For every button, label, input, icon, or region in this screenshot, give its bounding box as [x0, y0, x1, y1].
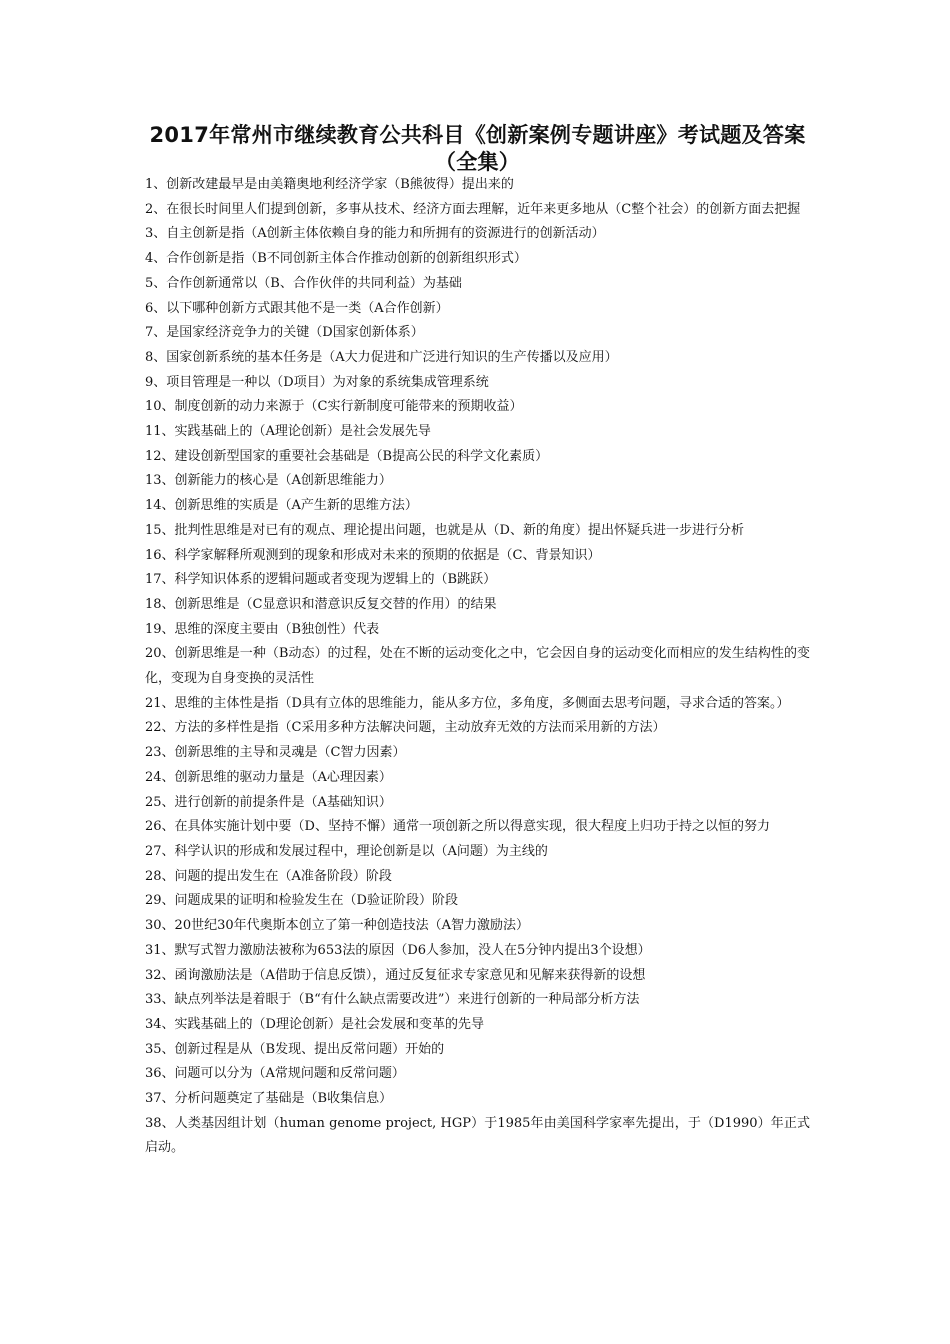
question-item: 27、科学认识的形成和发展过程中，理论创新是以（A问题）为主线的	[145, 843, 548, 859]
question-item: 8、国家创新系统的基本任务是（A大力促进和广泛进行知识的生产传播以及应用）	[145, 349, 618, 365]
question-item: 18、创新思维是（C显意识和潜意识反复交替的作用）的结果	[145, 596, 497, 612]
question-item: 20、创新思维是一种（B动态）的过程，处在不断的运动变化之中，它会因自身的运动变化而相应的发生结构性的变化，变现为自身变换的灵活性	[145, 646, 810, 687]
question-item: 28、问题的提出发生在（A准备阶段）阶段	[145, 868, 392, 884]
question-item: 34、实践基础上的（D理论创新）是社会发展和变革的先导	[145, 1016, 484, 1032]
question-item: 26、在具体实施计划中要（D、坚持不懈）通常一项创新之所以得意实现，很大程度上归功于持之以恒的努力	[145, 819, 770, 835]
question-item: 7、是国家经济竞争力的关键（D国家创新体系）	[145, 325, 424, 341]
question-item: 11、实践基础上的（A理论创新）是社会发展先导	[145, 424, 431, 440]
question-item: 30、20世纪30年代奥斯本创立了第一种创造技法（A智力激励法）	[145, 918, 530, 934]
question-item: 21、思维的主体性是指（D具有立体的思维能力，能从多方位，多角度，多侧面去思考问题，寻求合适的答案。）	[145, 695, 790, 711]
question-item: 15、批判性思维是对已有的观点、理论提出问题，也就是从（D、新的角度）提出怀疑兵进一步进行分析	[145, 522, 744, 538]
question-item: 13、创新能力的核心是（A创新思维能力）	[145, 473, 392, 489]
question-list	[145, 173, 810, 1161]
question-item: 25、进行创新的前提条件是（A基础知识）	[145, 794, 392, 810]
document-title: 2017年常州市继续教育公共科目《创新案例专题讲座》考试题及答案（全集）	[149, 123, 806, 174]
question-item: 6、以下哪种创新方式跟其他不是一类（A合作创新）	[145, 300, 449, 316]
question-item: 33、缺点列举法是着眼于（B“有什么缺点需要改进”）来进行创新的一种局部分析方法	[145, 992, 640, 1008]
question-item: 10、制度创新的动力来源于（C实行新制度可能带来的预期收益）	[145, 399, 523, 415]
question-item: 19、思维的深度主要由（B独创性）代表	[145, 621, 380, 637]
question-item: 16、科学家解释所观测到的现象和形成对未来的预期的依据是（C、背景知识）	[145, 547, 601, 563]
question-item: 24、创新思维的驱动力量是（A心理因素）	[145, 769, 392, 785]
question-item: 5、合作创新通常以（B、合作伙伴的共同利益）为基础	[145, 275, 462, 291]
question-item: 3、自主创新是指（A创新主体依赖自身的能力和所拥有的资源进行的创新活动）	[145, 226, 605, 242]
question-item: 9、项目管理是一种以（D项目）为对象的系统集成管理系统	[145, 374, 489, 390]
question-item: 1、创新改建最早是由美籍奥地利经济学家（B熊彼得）提出来的	[145, 177, 514, 192]
question-item: 14、创新思维的实质是（A产生新的思维方法）	[145, 498, 418, 514]
question-item: 29、问题成果的证明和检验发生在（D验证阶段）阶段	[145, 893, 458, 909]
question-item: 32、函询激励法是（A借助于信息反馈），通过反复征求专家意见和见解来获得新的设想	[145, 967, 646, 983]
question-item: 36、问题可以分为（A常规问题和反常问题）	[145, 1066, 405, 1082]
question-item: 35、创新过程是从（B发现、提出反常问题）开始的	[145, 1041, 445, 1057]
question-item: 22、方法的多样性是指（C采用多种方法解决问题，主动放弃无效的方法而采用新的方法）	[145, 720, 666, 736]
question-item: 12、建设创新型国家的重要社会基础是（B提高公民的科学文化素质）	[145, 448, 549, 464]
question-item: 2、在很长时间里人们提到创新，多事从技术、经济方面去理解，近年来更多地从（C整个社会）的创新方面去把握	[145, 201, 801, 217]
question-item: 31、默写式智力激励法被称为653法的原因（D6人参加，没人在5分钟内提出3个设想）	[145, 942, 651, 958]
question-item: 23、创新思维的主导和灵魂是（C智力因素）	[145, 745, 406, 761]
question-item: 38、人类基因组计划（human genome project, HGP）于1985年由美国科学家率先提出，于（D1990）年正式启动。	[145, 1115, 810, 1156]
question-item: 37、分析问题奠定了基础是（B收集信息）	[145, 1091, 393, 1107]
question-item: 4、合作创新是指（B不同创新主体合作推动创新的创新组织形式）	[145, 251, 527, 267]
question-item: 17、科学知识体系的逻辑问题或者变现为逻辑上的（B跳跃）	[145, 572, 497, 588]
